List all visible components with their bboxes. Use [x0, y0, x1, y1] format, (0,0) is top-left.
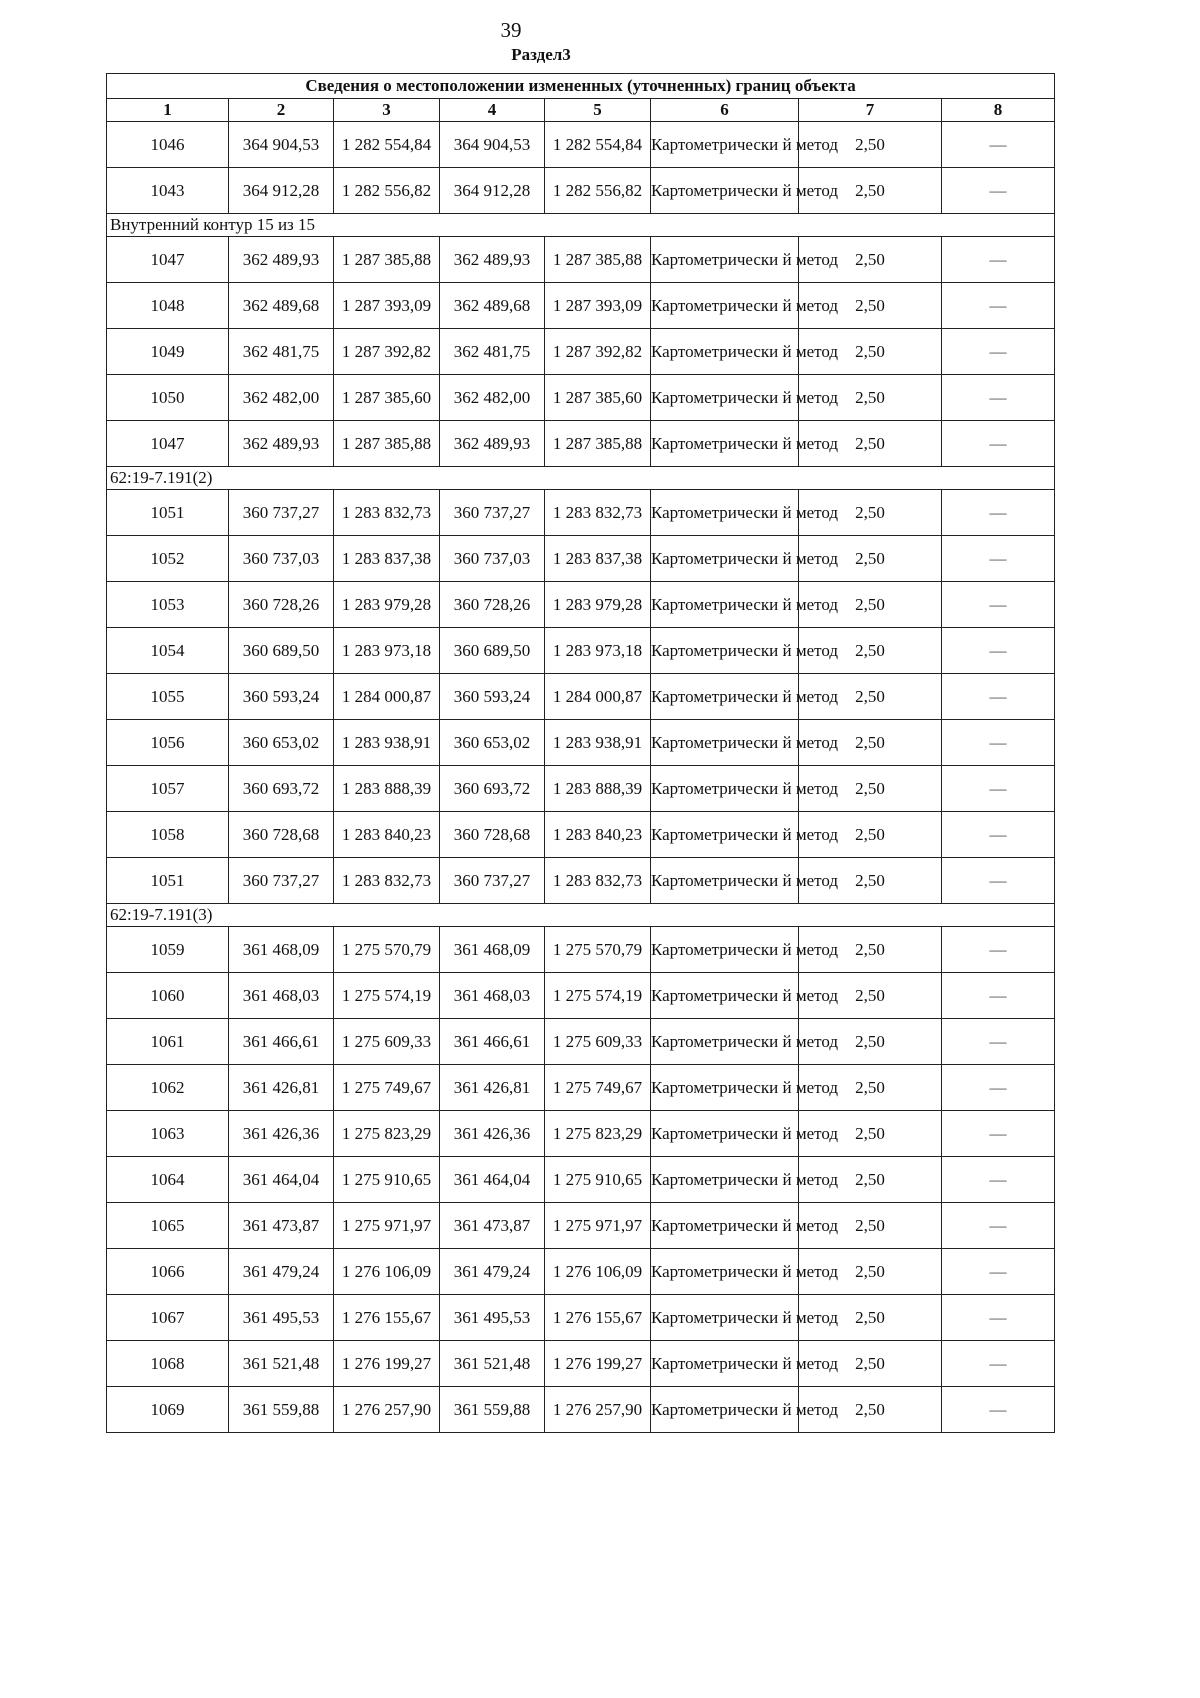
description-cell: — [942, 1111, 1055, 1157]
point-number: 1050 [107, 375, 229, 421]
determination-method: Картометрически й метод [651, 490, 799, 536]
x-coordinate: 360 593,24 [229, 674, 334, 720]
x-coordinate-new: 360 653,02 [440, 720, 545, 766]
y-coordinate: 1 283 973,18 [334, 628, 440, 674]
accuracy-value: 2,50 [799, 927, 942, 973]
accuracy-value: 2,50 [799, 490, 942, 536]
column-number: 5 [545, 99, 651, 122]
description-cell: — [942, 674, 1055, 720]
column-number: 7 [799, 99, 942, 122]
y-coordinate: 1 283 837,38 [334, 536, 440, 582]
determination-method: Картометрически й метод [651, 1157, 799, 1203]
description-cell: — [942, 283, 1055, 329]
point-number: 1048 [107, 283, 229, 329]
x-coordinate-new: 360 728,26 [440, 582, 545, 628]
x-coordinate-new: 360 737,27 [440, 858, 545, 904]
table-row [107, 421, 1055, 467]
point-number: 1055 [107, 674, 229, 720]
table-row [107, 1157, 1055, 1203]
x-coordinate: 360 737,27 [229, 858, 334, 904]
accuracy-value: 2,50 [799, 766, 942, 812]
y-coordinate-new: 1 283 837,38 [545, 536, 651, 582]
determination-method: Картометрически й метод [651, 421, 799, 467]
x-coordinate-new: 362 482,00 [440, 375, 545, 421]
determination-method: Картометрически й метод [651, 237, 799, 283]
table-row [107, 582, 1055, 628]
accuracy-value: 2,50 [799, 168, 942, 214]
table-row [107, 674, 1055, 720]
y-coordinate-new: 1 283 888,39 [545, 766, 651, 812]
point-number: 1051 [107, 858, 229, 904]
y-coordinate-new: 1 276 155,67 [545, 1295, 651, 1341]
y-coordinate-new: 1 283 832,73 [545, 490, 651, 536]
x-coordinate-new: 361 468,03 [440, 973, 545, 1019]
x-coordinate: 364 912,28 [229, 168, 334, 214]
determination-method: Картометрически й метод [651, 674, 799, 720]
y-coordinate: 1 275 823,29 [334, 1111, 440, 1157]
table-row [107, 858, 1055, 904]
x-coordinate-new: 361 559,88 [440, 1387, 545, 1433]
point-number: 1058 [107, 812, 229, 858]
table-body [107, 122, 1055, 1433]
accuracy-value: 2,50 [799, 1203, 942, 1249]
x-coordinate: 360 737,03 [229, 536, 334, 582]
point-number: 1052 [107, 536, 229, 582]
point-number: 1068 [107, 1341, 229, 1387]
x-coordinate: 360 728,26 [229, 582, 334, 628]
accuracy-value: 2,50 [799, 1111, 942, 1157]
description-cell: — [942, 237, 1055, 283]
x-coordinate: 361 468,03 [229, 973, 334, 1019]
y-coordinate: 1 284 000,87 [334, 674, 440, 720]
column-number: 1 [107, 99, 229, 122]
accuracy-value: 2,50 [799, 720, 942, 766]
x-coordinate-new: 361 426,36 [440, 1111, 545, 1157]
x-coordinate: 362 489,93 [229, 421, 334, 467]
y-coordinate-new: 1 276 106,09 [545, 1249, 651, 1295]
x-coordinate: 361 559,88 [229, 1387, 334, 1433]
y-coordinate-new: 1 287 392,82 [545, 329, 651, 375]
y-coordinate: 1 283 840,23 [334, 812, 440, 858]
determination-method: Картометрически й метод [651, 1065, 799, 1111]
determination-method: Картометрически й метод [651, 375, 799, 421]
x-coordinate: 361 479,24 [229, 1249, 334, 1295]
x-coordinate-new: 361 473,87 [440, 1203, 545, 1249]
x-coordinate-new: 360 693,72 [440, 766, 545, 812]
y-coordinate-new: 1 283 979,28 [545, 582, 651, 628]
description-cell: — [942, 1295, 1055, 1341]
table-row [107, 375, 1055, 421]
x-coordinate-new: 361 495,53 [440, 1295, 545, 1341]
point-number: 1043 [107, 168, 229, 214]
point-number: 1061 [107, 1019, 229, 1065]
x-coordinate-new: 362 481,75 [440, 329, 545, 375]
x-coordinate: 360 737,27 [229, 490, 334, 536]
description-cell: — [942, 1387, 1055, 1433]
description-cell: — [942, 168, 1055, 214]
table-row [107, 628, 1055, 674]
table-row [107, 720, 1055, 766]
determination-method: Картометрически й метод [651, 1111, 799, 1157]
description-cell: — [942, 812, 1055, 858]
y-coordinate-new: 1 283 832,73 [545, 858, 651, 904]
y-coordinate: 1 282 554,84 [334, 122, 440, 168]
point-number: 1065 [107, 1203, 229, 1249]
description-cell: — [942, 858, 1055, 904]
x-coordinate-new: 362 489,93 [440, 237, 545, 283]
y-coordinate: 1 283 938,91 [334, 720, 440, 766]
y-coordinate: 1 282 556,82 [334, 168, 440, 214]
table-row [107, 766, 1055, 812]
point-number: 1069 [107, 1387, 229, 1433]
x-coordinate-new: 361 468,09 [440, 927, 545, 973]
description-cell: — [942, 720, 1055, 766]
description-cell: — [942, 490, 1055, 536]
x-coordinate: 362 482,00 [229, 375, 334, 421]
determination-method: Картометрически й метод [651, 858, 799, 904]
point-number: 1064 [107, 1157, 229, 1203]
column-number: 8 [942, 99, 1055, 122]
x-coordinate: 360 689,50 [229, 628, 334, 674]
group-row [107, 214, 1055, 237]
y-coordinate: 1 275 574,19 [334, 973, 440, 1019]
table-title: Сведения о местоположении измененных (уточненных) границ объекта [107, 74, 1055, 99]
determination-method: Картометрически й метод [651, 1019, 799, 1065]
table-row [107, 536, 1055, 582]
table-row [107, 1019, 1055, 1065]
accuracy-value: 2,50 [799, 1295, 942, 1341]
x-coordinate-new: 361 479,24 [440, 1249, 545, 1295]
determination-method: Картометрически й метод [651, 927, 799, 973]
y-coordinate: 1 283 832,73 [334, 490, 440, 536]
accuracy-value: 2,50 [799, 536, 942, 582]
description-cell: — [942, 1341, 1055, 1387]
y-coordinate: 1 276 199,27 [334, 1341, 440, 1387]
table-row [107, 168, 1055, 214]
y-coordinate: 1 287 385,88 [334, 421, 440, 467]
accuracy-value: 2,50 [799, 858, 942, 904]
x-coordinate-new: 361 466,61 [440, 1019, 545, 1065]
y-coordinate-new: 1 287 393,09 [545, 283, 651, 329]
description-cell: — [942, 766, 1055, 812]
point-number: 1059 [107, 927, 229, 973]
x-coordinate-new: 360 737,03 [440, 536, 545, 582]
x-coordinate-new: 360 593,24 [440, 674, 545, 720]
x-coordinate-new: 361 521,48 [440, 1341, 545, 1387]
y-coordinate: 1 283 979,28 [334, 582, 440, 628]
determination-method: Картометрически й метод [651, 720, 799, 766]
description-cell: — [942, 973, 1055, 1019]
point-number: 1049 [107, 329, 229, 375]
point-number: 1053 [107, 582, 229, 628]
accuracy-value: 2,50 [799, 329, 942, 375]
table-head [107, 74, 1055, 122]
y-coordinate: 1 287 385,60 [334, 375, 440, 421]
description-cell: — [942, 375, 1055, 421]
description-cell: — [942, 1203, 1055, 1249]
x-coordinate: 361 473,87 [229, 1203, 334, 1249]
accuracy-value: 2,50 [799, 421, 942, 467]
x-coordinate: 360 728,68 [229, 812, 334, 858]
point-number: 1066 [107, 1249, 229, 1295]
point-number: 1047 [107, 237, 229, 283]
y-coordinate-new: 1 284 000,87 [545, 674, 651, 720]
accuracy-value: 2,50 [799, 582, 942, 628]
x-coordinate-new: 364 904,53 [440, 122, 545, 168]
x-coordinate: 360 693,72 [229, 766, 334, 812]
y-coordinate: 1 275 570,79 [334, 927, 440, 973]
y-coordinate-new: 1 275 574,19 [545, 973, 651, 1019]
y-coordinate: 1 276 106,09 [334, 1249, 440, 1295]
point-number: 1054 [107, 628, 229, 674]
determination-method: Картометрически й метод [651, 1249, 799, 1295]
accuracy-value: 2,50 [799, 1341, 942, 1387]
x-coordinate: 361 426,81 [229, 1065, 334, 1111]
accuracy-value: 2,50 [799, 674, 942, 720]
point-number: 1046 [107, 122, 229, 168]
determination-method: Картометрически й метод [651, 766, 799, 812]
group-label: 62:19-7.191(3) [107, 904, 1055, 927]
accuracy-value: 2,50 [799, 1019, 942, 1065]
description-cell: — [942, 582, 1055, 628]
table-row [107, 1249, 1055, 1295]
x-coordinate-new: 360 737,27 [440, 490, 545, 536]
determination-method: Картометрически й метод [651, 973, 799, 1019]
point-number: 1060 [107, 973, 229, 1019]
y-coordinate-new: 1 283 840,23 [545, 812, 651, 858]
description-cell: — [942, 536, 1055, 582]
y-coordinate-new: 1 276 257,90 [545, 1387, 651, 1433]
determination-method: Картометрически й метод [651, 812, 799, 858]
accuracy-value: 2,50 [799, 122, 942, 168]
x-coordinate: 361 464,04 [229, 1157, 334, 1203]
accuracy-value: 2,50 [799, 1249, 942, 1295]
column-number: 6 [651, 99, 799, 122]
description-cell: — [942, 628, 1055, 674]
table-row [107, 237, 1055, 283]
y-coordinate-new: 1 275 823,29 [545, 1111, 651, 1157]
y-coordinate-new: 1 275 570,79 [545, 927, 651, 973]
x-coordinate-new: 361 464,04 [440, 1157, 545, 1203]
description-cell: — [942, 1249, 1055, 1295]
x-coordinate-new: 364 912,28 [440, 168, 545, 214]
accuracy-value: 2,50 [799, 283, 942, 329]
y-coordinate-new: 1 283 973,18 [545, 628, 651, 674]
determination-method: Картометрически й метод [651, 1387, 799, 1433]
x-coordinate: 361 426,36 [229, 1111, 334, 1157]
accuracy-value: 2,50 [799, 375, 942, 421]
determination-method: Картометрически й метод [651, 329, 799, 375]
table-row [107, 1111, 1055, 1157]
y-coordinate-new: 1 287 385,60 [545, 375, 651, 421]
description-cell: — [942, 421, 1055, 467]
point-number: 1047 [107, 421, 229, 467]
y-coordinate: 1 287 393,09 [334, 283, 440, 329]
group-label: 62:19-7.191(2) [107, 467, 1055, 490]
x-coordinate-new: 360 689,50 [440, 628, 545, 674]
description-cell: — [942, 1157, 1055, 1203]
y-coordinate: 1 287 385,88 [334, 237, 440, 283]
y-coordinate: 1 275 910,65 [334, 1157, 440, 1203]
y-coordinate: 1 283 832,73 [334, 858, 440, 904]
x-coordinate-new: 360 728,68 [440, 812, 545, 858]
y-coordinate: 1 276 257,90 [334, 1387, 440, 1433]
table-row [107, 812, 1055, 858]
determination-method: Картометрически й метод [651, 122, 799, 168]
table-row [107, 973, 1055, 1019]
table-row [107, 927, 1055, 973]
x-coordinate-new: 362 489,68 [440, 283, 545, 329]
determination-method: Картометрически й метод [651, 1203, 799, 1249]
y-coordinate-new: 1 275 749,67 [545, 1065, 651, 1111]
accuracy-value: 2,50 [799, 1157, 942, 1203]
y-coordinate: 1 275 749,67 [334, 1065, 440, 1111]
table-row [107, 1341, 1055, 1387]
y-coordinate-new: 1 287 385,88 [545, 421, 651, 467]
page-number: 39 [500, 18, 522, 42]
accuracy-value: 2,50 [799, 1065, 942, 1111]
determination-method: Картометрически й метод [651, 536, 799, 582]
column-number: 4 [440, 99, 545, 122]
accuracy-value: 2,50 [799, 812, 942, 858]
description-cell: — [942, 1019, 1055, 1065]
x-coordinate: 364 904,53 [229, 122, 334, 168]
x-coordinate: 360 653,02 [229, 720, 334, 766]
table-row [107, 1065, 1055, 1111]
description-cell: — [942, 927, 1055, 973]
x-coordinate: 362 489,93 [229, 237, 334, 283]
description-cell: — [942, 122, 1055, 168]
accuracy-value: 2,50 [799, 628, 942, 674]
x-coordinate: 361 521,48 [229, 1341, 334, 1387]
y-coordinate: 1 276 155,67 [334, 1295, 440, 1341]
group-label: Внутренний контур 15 из 15 [107, 214, 1055, 237]
x-coordinate: 362 481,75 [229, 329, 334, 375]
y-coordinate-new: 1 275 910,65 [545, 1157, 651, 1203]
x-coordinate-new: 362 489,93 [440, 421, 545, 467]
point-number: 1056 [107, 720, 229, 766]
y-coordinate-new: 1 283 938,91 [545, 720, 651, 766]
point-number: 1051 [107, 490, 229, 536]
determination-method: Картометрически й метод [651, 283, 799, 329]
accuracy-value: 2,50 [799, 237, 942, 283]
y-coordinate: 1 287 392,82 [334, 329, 440, 375]
y-coordinate: 1 283 888,39 [334, 766, 440, 812]
x-coordinate: 361 495,53 [229, 1295, 334, 1341]
table-row [107, 1387, 1055, 1433]
y-coordinate-new: 1 282 554,84 [545, 122, 651, 168]
table-row [107, 283, 1055, 329]
accuracy-value: 2,50 [799, 1387, 942, 1433]
determination-method: Картометрически й метод [651, 628, 799, 674]
y-coordinate-new: 1 275 971,97 [545, 1203, 651, 1249]
determination-method: Картометрически й метод [651, 1295, 799, 1341]
determination-method: Картометрически й метод [651, 168, 799, 214]
table-row [107, 329, 1055, 375]
column-number: 2 [229, 99, 334, 122]
x-coordinate-new: 361 426,81 [440, 1065, 545, 1111]
accuracy-value: 2,50 [799, 973, 942, 1019]
x-coordinate: 361 468,09 [229, 927, 334, 973]
section-label: Раздел3 [511, 45, 571, 64]
table-title-row [107, 74, 1055, 99]
column-number-row [107, 99, 1055, 122]
y-coordinate-new: 1 287 385,88 [545, 237, 651, 283]
point-number: 1057 [107, 766, 229, 812]
group-row [107, 904, 1055, 927]
y-coordinate-new: 1 275 609,33 [545, 1019, 651, 1065]
point-number: 1063 [107, 1111, 229, 1157]
y-coordinate-new: 1 276 199,27 [545, 1341, 651, 1387]
table-row [107, 490, 1055, 536]
determination-method: Картометрически й метод [651, 1341, 799, 1387]
table-row [107, 122, 1055, 168]
column-number: 3 [334, 99, 440, 122]
y-coordinate-new: 1 282 556,82 [545, 168, 651, 214]
y-coordinate: 1 275 609,33 [334, 1019, 440, 1065]
description-cell: — [942, 1065, 1055, 1111]
table-row [107, 1295, 1055, 1341]
point-number: 1062 [107, 1065, 229, 1111]
table-row [107, 1203, 1055, 1249]
point-number: 1067 [107, 1295, 229, 1341]
coordinates-table [106, 73, 1055, 1433]
y-coordinate: 1 275 971,97 [334, 1203, 440, 1249]
determination-method: Картометрически й метод [651, 582, 799, 628]
group-row [107, 467, 1055, 490]
x-coordinate: 362 489,68 [229, 283, 334, 329]
description-cell: — [942, 329, 1055, 375]
x-coordinate: 361 466,61 [229, 1019, 334, 1065]
